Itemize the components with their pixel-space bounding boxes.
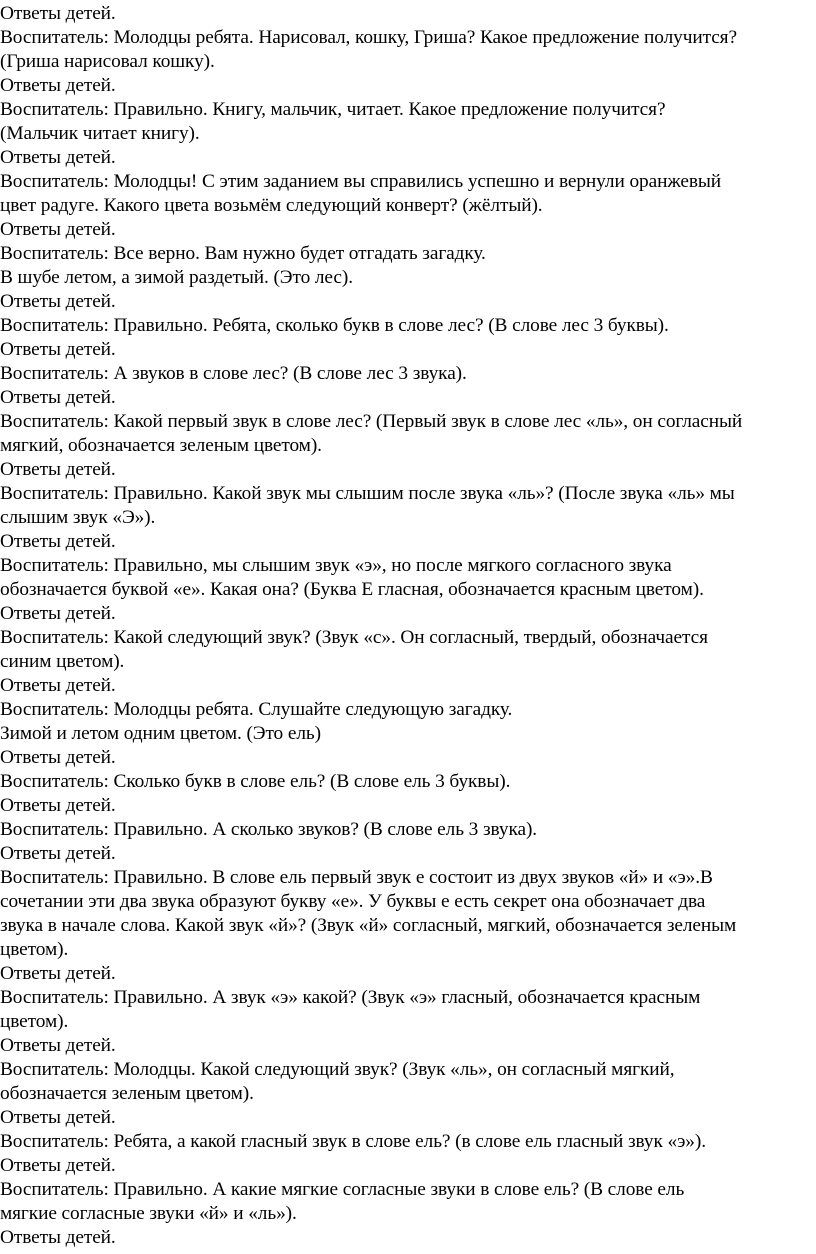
- text-line: мягкий, обозначается зеленым цветом).: [0, 435, 322, 456]
- text-line: Ответы детей.: [0, 963, 116, 984]
- text-line: Воспитатель: Сколько букв в слове ель? (В слове ель 3 буквы).: [0, 771, 511, 792]
- text-line: Воспитатель: Правильно. В слове ель первый звук е состоит из двух звуков «й» и «э».В: [0, 867, 713, 888]
- text-line: Ответы детей.: [0, 219, 116, 240]
- text-line: Воспитатель: Молодцы! С этим заданием вы справились успешно и вернули оранжевый: [0, 171, 722, 192]
- text-line: Воспитатель: Правильно. Книгу, мальчик, читает. Какое предложение получится?: [0, 99, 666, 120]
- text-line: Воспитатель: Правильно. А звук «э» какой? (Звук «э» гласный, обозначается красным: [0, 987, 701, 1008]
- text-line: Воспитатель: Какой следующий звук? (Звук «с». Он согласный, твердый, обозначается: [0, 627, 708, 648]
- text-line: (Мальчик читает книгу).: [0, 123, 200, 144]
- text-line: обозначается буквой «е». Какая она? (Буква Е гласная, обозначается красным цветом).: [0, 579, 704, 600]
- text-line: Ответы детей.: [0, 603, 116, 624]
- text-line: Ответы детей.: [0, 747, 116, 768]
- text-line: обозначается зеленым цветом).: [0, 1083, 254, 1104]
- text-line: Ответы детей.: [0, 531, 116, 552]
- text-line: Ответы детей.: [0, 3, 116, 24]
- text-line: Ответы детей.: [0, 843, 116, 864]
- text-line: слышим звук «Э»).: [0, 507, 156, 528]
- text-line: Воспитатель: Молодцы. Какой следующий звук? (Звук «ль», он согласный мягкий,: [0, 1059, 675, 1080]
- text-line: Ответы детей.: [0, 795, 116, 816]
- text-line: цветом).: [0, 1011, 69, 1032]
- text-line: Ответы детей.: [0, 291, 116, 312]
- text-line: сочетании эти два звука образуют букву «е». У буквы е есть секрет она обозначает два: [0, 891, 706, 912]
- text-line: Воспитатель: Молодцы ребята. Слушайте следующую загадку.: [0, 699, 513, 720]
- text-line: Воспитатель: А звуков в слове лес? (В слове лес 3 звука).: [0, 363, 467, 384]
- text-line: звука в начале слова. Какой звук «й»? (Звук «й» согласный, мягкий, обозначается зеленым: [0, 915, 737, 936]
- text-line: В шубе летом, а зимой раздетый. (Это лес).: [0, 267, 353, 288]
- text-line: цвет радуге. Какого цвета возьмём следующий конверт? (жёлтый).: [0, 195, 543, 216]
- text-line: Ответы детей.: [0, 387, 116, 408]
- text-line: Ответы детей.: [0, 1107, 116, 1128]
- text-line: Воспитатель: Правильно, мы слышим звук «э», но после мягкого согласного звука: [0, 555, 672, 576]
- text-line: Ответы детей.: [0, 1035, 116, 1056]
- text-line: Ответы детей.: [0, 339, 116, 360]
- text-line: Ответы детей.: [0, 1227, 116, 1248]
- text-line: Воспитатель: Ребята, а какой гласный звук в слове ель? (в слове ель гласный звук «э»).: [0, 1131, 706, 1152]
- text-line: Зимой и летом одним цветом. (Это ель): [0, 723, 321, 744]
- text-line: цветом).: [0, 939, 69, 960]
- text-line: Воспитатель: Молодцы ребята. Нарисовал, кошку, Гриша? Какое предложение получится?: [0, 27, 737, 48]
- text-line: Воспитатель: Правильно. Ребята, сколько букв в слове лес? (В слове лес 3 буквы).: [0, 315, 669, 336]
- text-line: Воспитатель: Все верно. Вам нужно будет отгадать загадку.: [0, 243, 486, 264]
- text-line: мягкие согласные звуки «й» и «ль»).: [0, 1203, 297, 1224]
- text-line: Ответы детей.: [0, 75, 116, 96]
- text-line: Воспитатель: Правильно. Какой звук мы слышим после звука «ль»? (После звука «ль» мы: [0, 483, 735, 504]
- text-line: Воспитатель: Правильно. А сколько звуков? (В слове ель 3 звука).: [0, 819, 538, 840]
- text-line: Ответы детей.: [0, 675, 116, 696]
- text-line: Ответы детей.: [0, 459, 116, 480]
- text-line: Ответы детей.: [0, 147, 116, 168]
- text-line: Воспитатель: Какой первый звук в слове лес? (Первый звук в слове лес «ль», он согласный: [0, 411, 743, 432]
- text-line: (Гриша нарисовал кошку).: [0, 51, 215, 72]
- text-line: синим цветом).: [0, 651, 125, 672]
- text-line: Воспитатель: Правильно. А какие мягкие согласные звуки в слове ель? (В слове ель: [0, 1179, 685, 1200]
- text-line: Ответы детей.: [0, 1155, 116, 1176]
